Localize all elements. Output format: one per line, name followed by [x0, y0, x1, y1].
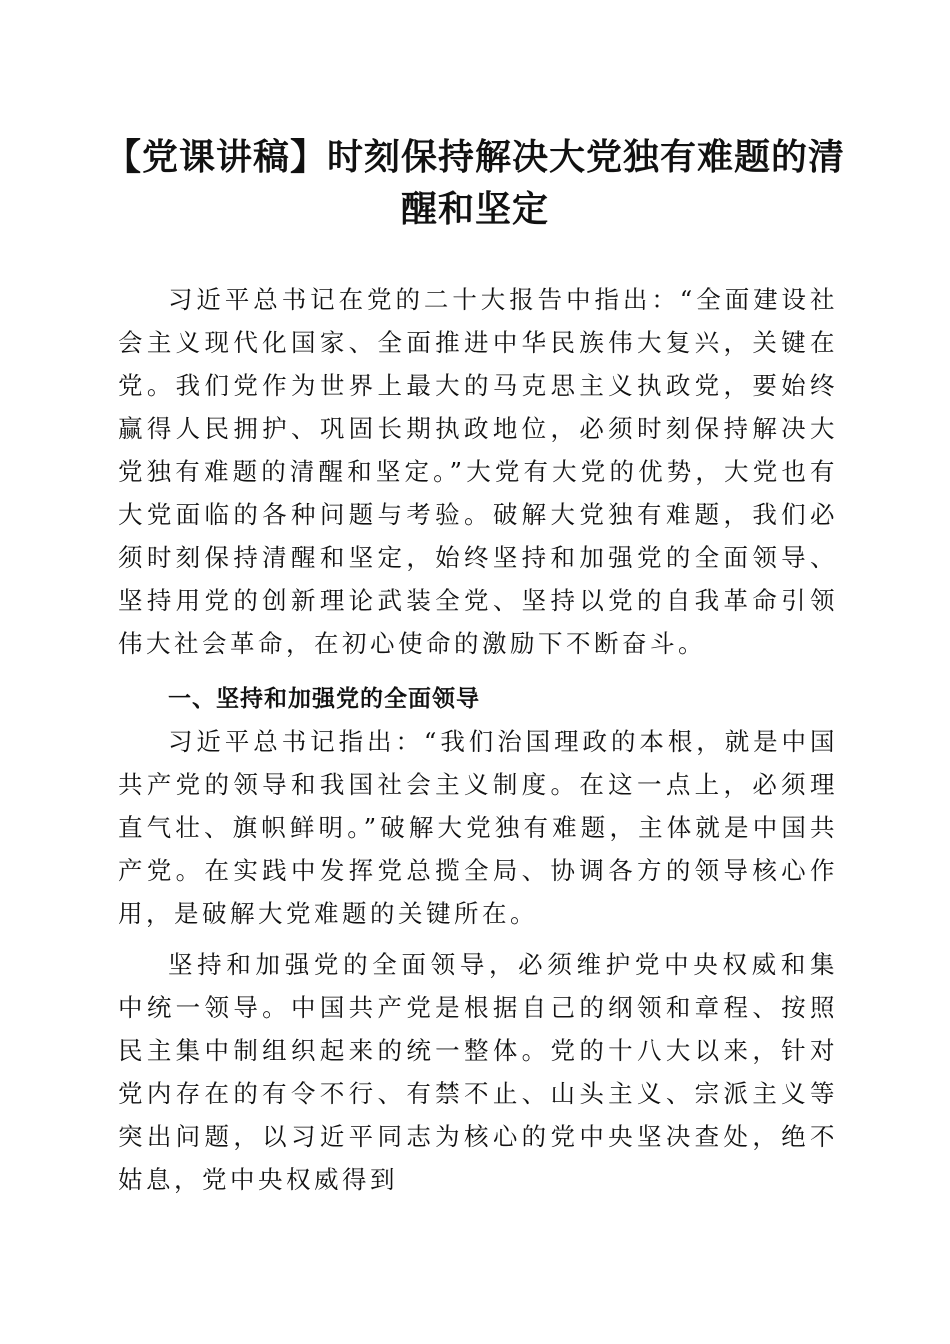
intro-paragraph: 习近平总书记在党的二十大报告中指出：“全面建设社会主义现代化国家、全面推进中华民族伟大复兴，关键在党。我们党作为世界上最大的马克思主义执政党，要始终赢得人民拥护、巩固长期执政地位，必须时刻保持解决大党独有难题的清醒和坚定。”大党有大党的优势，大党也有大党面临的各种问题与考验。破解大党独有难题，我们必须时刻保持清醒和坚定，始终坚持和加强党的全面领导、坚持用党的创新理论武装全党、坚持以党的自我革命引领伟大社会革命，在初心使命的激励下不断奋斗。	[118, 285, 838, 658]
body-paragraph: 习近平总书记指出：“我们治国理政的本根，就是中国共产党的领导和我国社会主义制度。在这一点上，必须理直气壮、旗帜鲜明。”破解大党独有难题，主体就是中国共产党。在实践中发挥党总揽全局、协调各方的领导核心作用，是破解大党难题的关键所在。	[118, 727, 838, 928]
body-paragraph: 坚持和加强党的全面领导，必须维护党中央权威和集中统一领导。中国共产党是根据自己的纲领和章程、按照民主集中制组织起来的统一整体。党的十八大以来，针对党内存在的有令不行、有禁不止、山头主义、宗派主义等突出问题，以习近平同志为核心的党中央坚决查处，绝不姑息，党中央权威得到	[118, 950, 838, 1194]
section-heading: 一、坚持和加强党的全面领导	[168, 686, 480, 712]
document-title: 【党课讲稿】时刻保持解决大党独有难题的清醒和坚定	[104, 137, 845, 230]
